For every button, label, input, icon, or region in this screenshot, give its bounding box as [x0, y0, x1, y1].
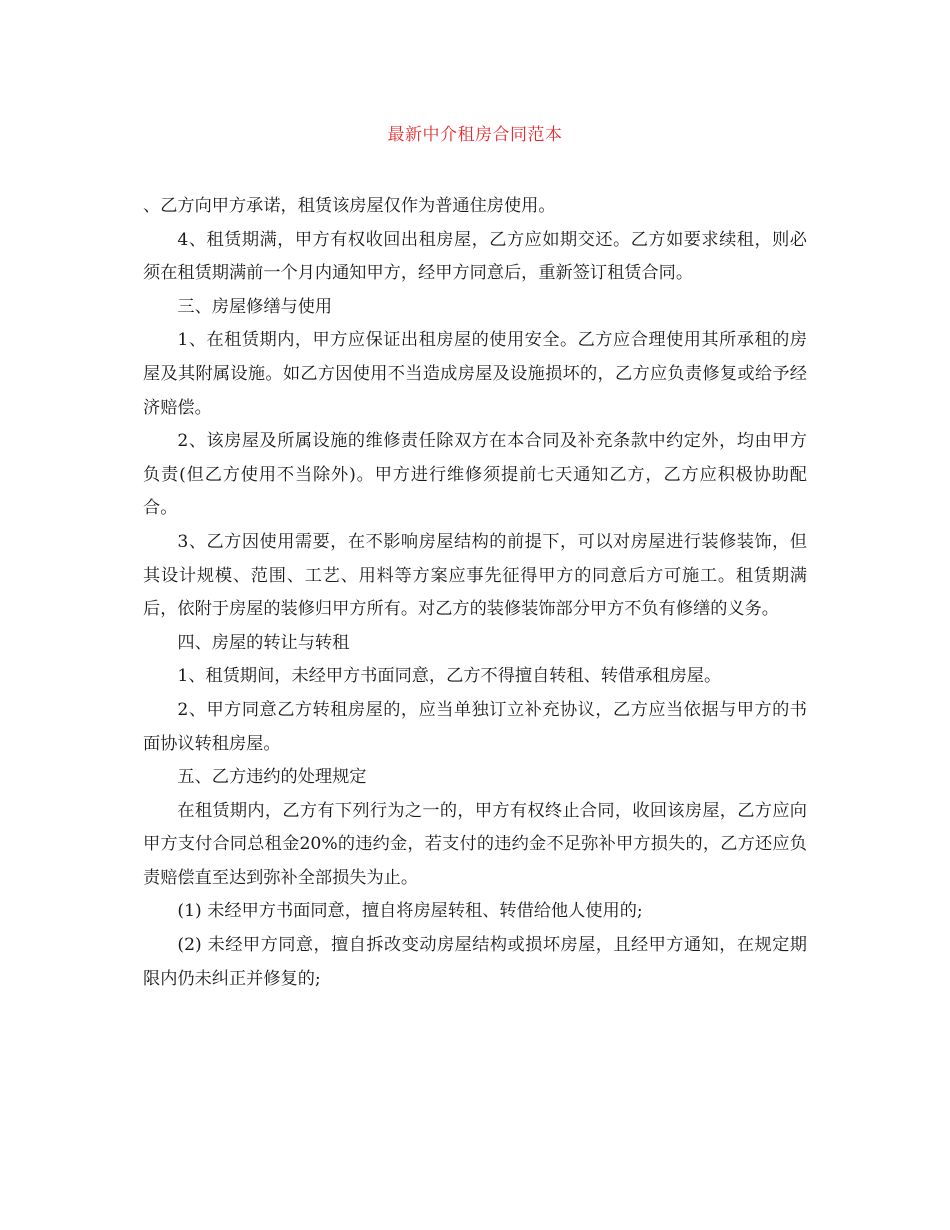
section-heading: 五、乙方违约的处理规定 — [177, 767, 367, 788]
paragraph: 1、租赁期间，未经甲方书面同意，乙方不得擅自转租、转借承租房屋。 — [177, 666, 722, 687]
paragraph: 3、乙方因使用需要，在不影响房屋结构的前提下，可以对房屋进行装修装饰，但其设计规模、范围、工艺、用料等方案应事先征得甲方的同意后方可施工。租赁期满后，依附于房屋的装修归甲方所有。对乙方的装修装饰部分甲方不负有修缮的义务。 — [143, 531, 807, 620]
document-body — [143, 190, 807, 996]
paragraph: 1、在租赁期内，甲方应保证出租房屋的使用安全。乙方应合理使用其所承租的房屋及其附属设施。如乙方因使用不当造成房屋及设施损坏的，乙方应负责修复或给予经济赔偿。 — [143, 330, 807, 418]
paragraph: 、乙方向甲方承诺，租赁该房屋仅作为普通住房使用。 — [143, 196, 556, 216]
list-item: (1) 未经甲方书面同意，擅自将房屋转租、转借给他人使用的; — [177, 901, 643, 922]
list-item: (2) 未经甲方同意，擅自拆改变动房屋结构或损坏房屋，且经甲方通知，在规定期限内仍未纠正并修复的; — [143, 935, 807, 989]
section-heading: 四、房屋的转让与转租 — [177, 632, 350, 653]
section-heading: 三、房屋修缮与使用 — [177, 296, 333, 317]
paragraph: 2、甲方同意乙方转租房屋的，应当单独订立补充协议，乙方应当依据与甲方的书面协议转租房屋。 — [143, 699, 807, 754]
paragraph: 4、租赁期满，甲方有权收回出租房屋，乙方应如期交还。乙方如要求续租，则必须在租赁期满前一个月内通知甲方，经甲方同意后，重新签订租赁合同。 — [143, 229, 807, 284]
paragraph: 2、该房屋及所属设施的维修责任除双方在本合同及补充条款中约定外，均由甲方负责(但乙方使用不当除外)。甲方进行维修须提前七天通知乙方，乙方应积极协助配合。 — [143, 431, 807, 519]
document-title: 最新中介租房合同范本 — [387, 125, 563, 145]
paragraph: 在租赁期内，乙方有下列行为之一的，甲方有权终止合同，收回该房屋，乙方应向甲方支付合同总租金20%的违约金，若支付的违约金不足弥补甲方损失的，乙方还应负责赔偿直至达到弥补全部损失为止。 — [143, 800, 807, 888]
